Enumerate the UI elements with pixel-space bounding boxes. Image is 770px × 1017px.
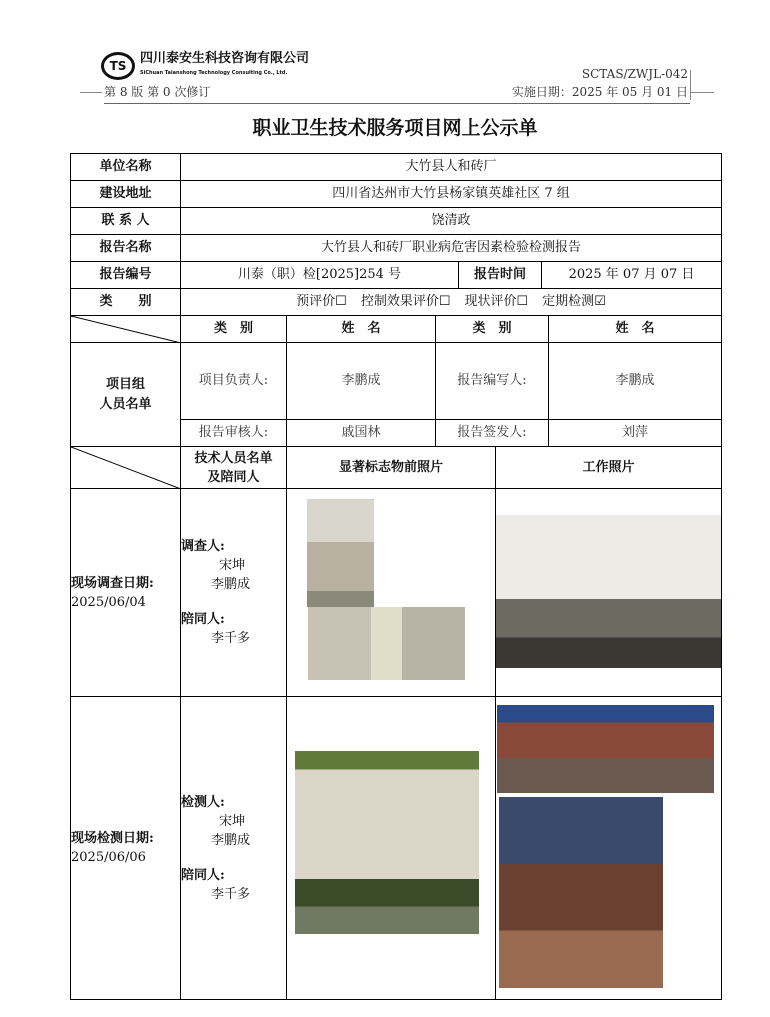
test-date-cell: 现场检测日期: 2025/06/06 <box>70 696 181 1000</box>
checkbox[interactable]: ☑ <box>594 294 606 309</box>
survey-staff-cell: 调查人: 宋坤 李鹏成 陪同人: 李千多 <box>180 488 287 697</box>
role-project-lead: 项目负责人: <box>180 342 287 420</box>
header-rule <box>690 70 691 100</box>
name-issuer: 刘萍 <box>548 419 722 447</box>
contact-label: 联 系 人 <box>70 207 181 235</box>
name-reviewer: 戚国林 <box>286 419 436 447</box>
header-rule <box>80 92 102 93</box>
test-staff-cell: 检测人: 宋坤 李鹏成 陪同人: 李千多 <box>180 696 287 1000</box>
company-name: 四川泰安生科技咨询有限公司 <box>140 51 310 66</box>
company-logo: TS <box>101 52 135 80</box>
work-photo-header: 工作照片 <box>495 446 722 489</box>
effective-date: 实施日期：2025 年 05 月 01 日 <box>511 85 688 99</box>
category-status-eval[interactable]: 现状评价☐ <box>464 294 529 309</box>
doc-code: SCTAS/ZWJL-042 <box>581 67 688 81</box>
header-rule <box>690 92 714 93</box>
version: 第 8 版 第 0 次修订 <box>104 85 211 99</box>
category-periodic-test[interactable]: 定期检测☑ <box>542 294 606 309</box>
test-landmark-photo-1 <box>295 751 387 934</box>
test-landmark-photo-2 <box>387 751 479 934</box>
test-work-photo-2 <box>499 797 663 988</box>
company-name-en: SiChuan Taianshong Technology Consulting Co., Ltd. <box>140 70 288 76</box>
role-reviewer: 报告审核人: <box>180 419 287 447</box>
report-time-value: 2025 年 07 月 07 日 <box>541 261 722 289</box>
report-no-label: 报告编号 <box>70 261 181 289</box>
team-header-type: 类 别 <box>435 315 549 343</box>
header-divider <box>104 103 690 104</box>
test-work-photo-1 <box>497 705 714 793</box>
survey-landmark-photo-2 <box>308 607 465 680</box>
team-header-name: 姓 名 <box>286 315 436 343</box>
team-header-name: 姓 名 <box>548 315 722 343</box>
team-label: 项目组 人员名单 <box>70 342 181 447</box>
survey-work-photo <box>496 515 721 668</box>
survey-date-cell: 现场调查日期: 2025/06/04 <box>70 488 181 697</box>
unit-label: 单位名称 <box>70 153 181 181</box>
unit-value: 大竹县人和砖厂 <box>180 153 722 181</box>
team-header-type: 类 别 <box>180 315 287 343</box>
address-label: 建设地址 <box>70 180 181 208</box>
contact-value: 饶清政 <box>180 207 722 235</box>
name-project-lead: 李鹏成 <box>286 342 436 420</box>
role-issuer: 报告签发人: <box>435 419 549 447</box>
diagonal-cell <box>70 446 181 489</box>
name-report-writer: 李鹏成 <box>548 342 722 420</box>
page-title: 职业卫生技术服务项目网上公示单 <box>252 117 538 139</box>
address-value: 四川省达州市大竹县杨家镇英雄社区 7 组 <box>180 180 722 208</box>
category-label: 类 别 <box>70 288 181 316</box>
diagonal-line <box>71 447 181 489</box>
checkbox[interactable]: ☐ <box>438 294 451 309</box>
diagonal-line <box>71 316 181 343</box>
category-options <box>180 288 722 316</box>
staff-header: 技术人员名单 及陪同人 <box>180 446 287 489</box>
diagonal-cell <box>70 315 181 343</box>
checkbox[interactable]: ☐ <box>516 294 529 309</box>
role-report-writer: 报告编写人: <box>435 342 549 420</box>
landmark-photo-header: 显著标志物前照片 <box>286 446 496 489</box>
report-name-value: 大竹县人和砖厂职业病危害因素检验检测报告 <box>180 234 722 262</box>
report-time-label: 报告时间 <box>458 261 542 289</box>
category-control-eval[interactable]: 控制效果评价☐ <box>360 294 451 309</box>
report-name-label: 报告名称 <box>70 234 181 262</box>
checkbox[interactable]: ☐ <box>335 294 347 309</box>
category-pre-eval[interactable]: 预评价☐ <box>296 294 347 309</box>
report-no-value: 川泰（职）检[2025]254 号 <box>180 261 459 289</box>
survey-landmark-photo-1 <box>307 499 374 607</box>
